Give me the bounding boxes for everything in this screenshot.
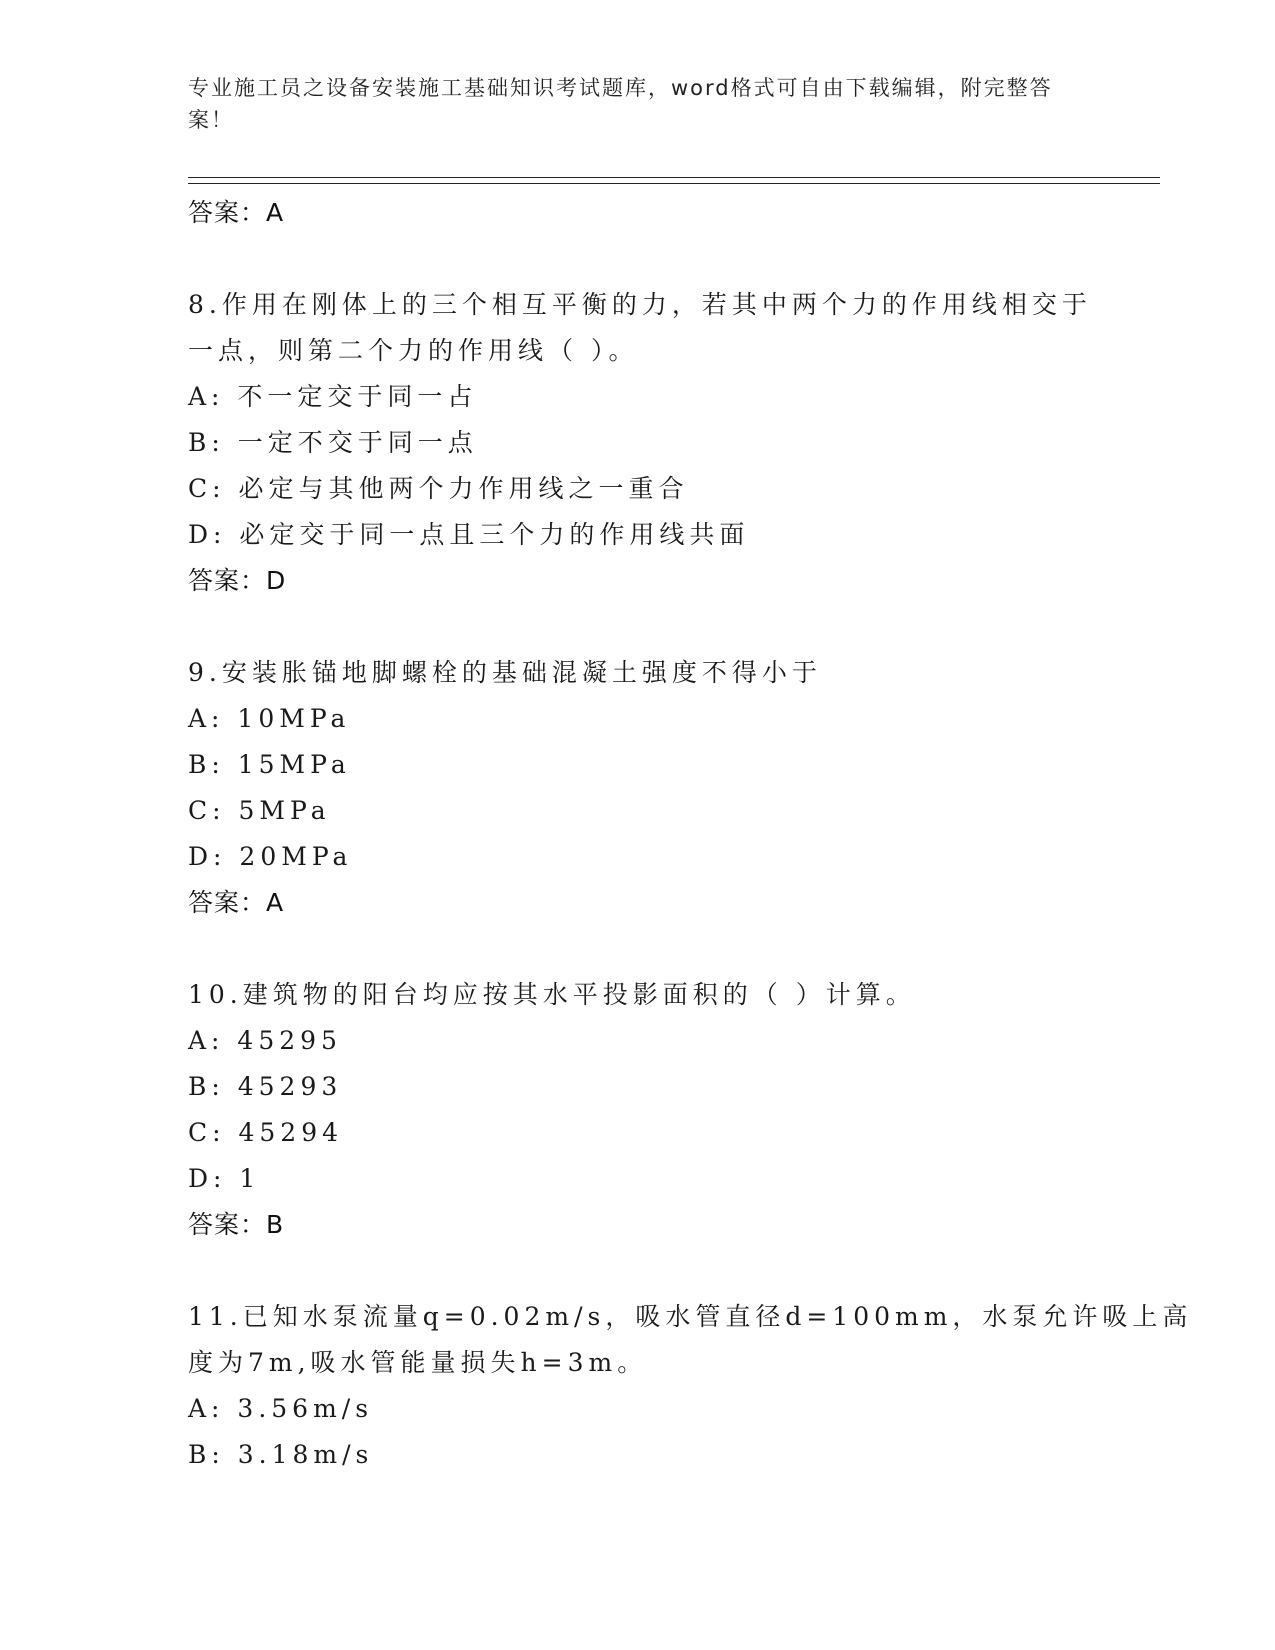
option-c: C: 必定与其他两个力作用线之一重合 (188, 474, 689, 503)
answer-line: 答案：B (188, 1210, 285, 1239)
question-text: 11.已知水泵流量q=0.02m/s，吸水管直径d=100mm，水泵允许吸上高 (188, 1302, 1193, 1331)
question-text: 一点，则第二个力的作用线（ ）。 (188, 336, 639, 365)
question-text: 10.建筑物的阳台均应按其水平投影面积的（ ）计算。 (188, 980, 916, 1009)
option-c: C: 45294 (188, 1118, 344, 1147)
option-d: D: 1 (188, 1164, 261, 1193)
option-a: A: 3.56m/s (188, 1394, 374, 1423)
option-c: C: 5MPa (188, 796, 331, 825)
question-block (188, 650, 1088, 926)
option-a: A: 45295 (188, 1026, 342, 1055)
option-b: B: 一定不交于同一点 (188, 428, 478, 457)
question-block (188, 972, 1088, 1248)
option-a: A: 10MPa (188, 704, 351, 733)
answer-line: 答案：D (188, 566, 287, 595)
document-header: 专业施工员之设备安装施工基础知识考试题库，word格式可自由下载编辑，附完整答案！ (188, 76, 1053, 132)
option-b: B: 15MPa (188, 750, 351, 779)
option-b: B: 45293 (188, 1072, 343, 1101)
question-text: 9.安装胀锚地脚螺栓的基础混凝土强度不得小于 (188, 658, 822, 687)
option-d: D: 必定交于同一点且三个力的作用线共面 (188, 520, 750, 549)
option-b: B: 3.18m/s (188, 1440, 374, 1469)
question-text: 8.作用在刚体上的三个相互平衡的力，若其中两个力的作用线相交于 (188, 290, 1092, 319)
answer-line: 答案：A (188, 888, 285, 917)
question-block (188, 1294, 1193, 1478)
option-a: A: 不一定交于同一占 (188, 382, 478, 411)
header-rule-bottom (188, 183, 1160, 184)
question-text: 度为7m,吸水管能量损失h=3m。 (188, 1348, 648, 1377)
question-list (188, 190, 1193, 1478)
answer-line: 答案：A (188, 198, 285, 227)
question-block (188, 282, 1092, 604)
header-rule-top (188, 177, 1160, 178)
option-d: D: 20MPa (188, 842, 353, 871)
